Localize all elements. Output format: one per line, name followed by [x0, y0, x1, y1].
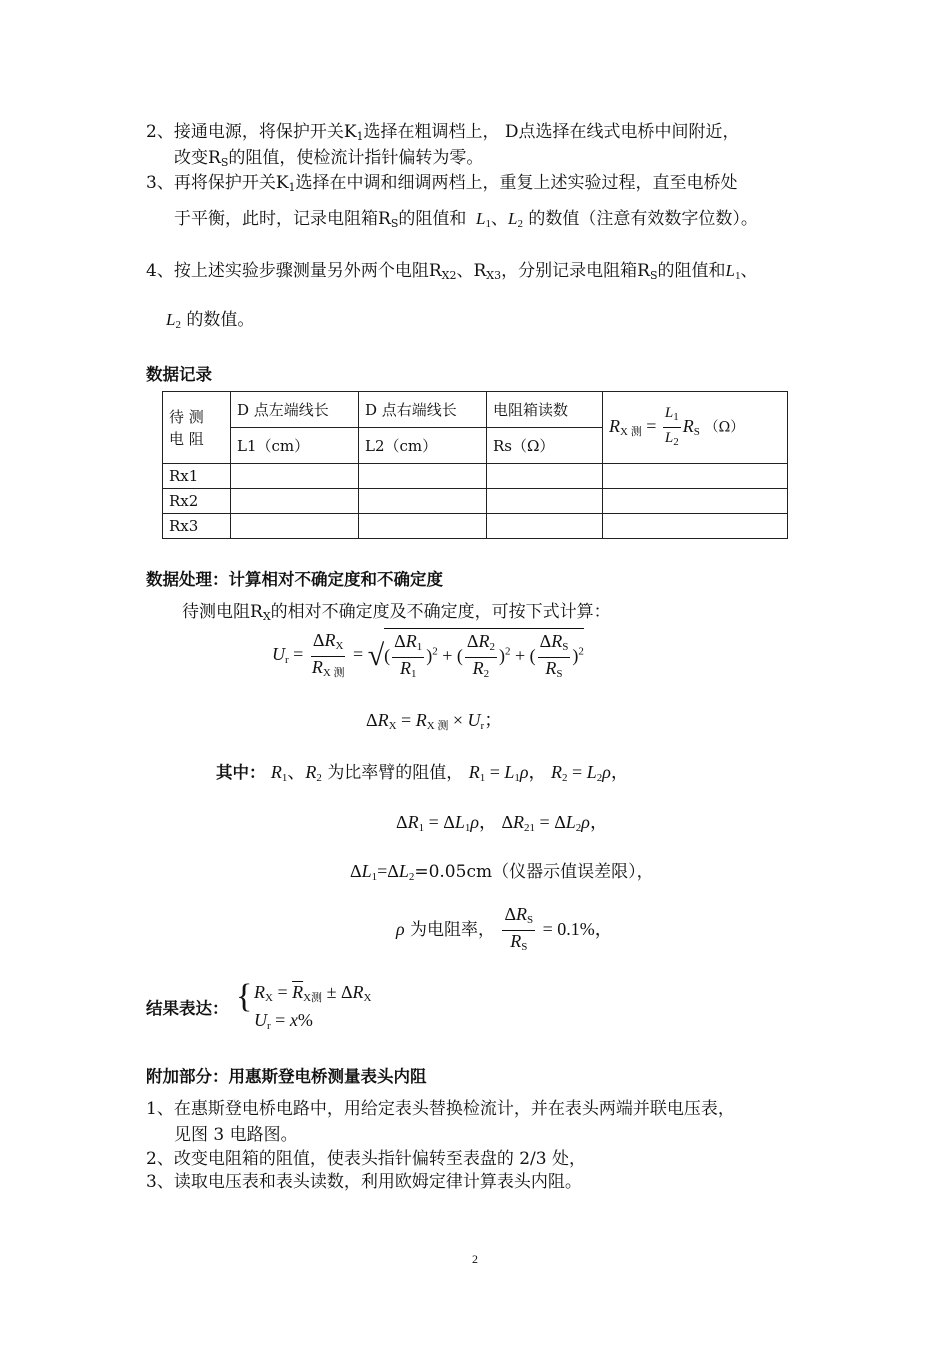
row-label: Rx1: [163, 464, 231, 489]
table-row: [163, 489, 788, 514]
row-label: Rx3: [163, 514, 231, 539]
step-2-line-1: 2、接通电源，将保护开关$K_1$选择在粗调档上， D点选择在线式电桥中间附近，: [146, 122, 740, 143]
step-4-line-1: 4、按上述实验步骤测量另外两个电阻$R_{X2}$、$R_{X3}$，分别记录电阻箱$R_S$的阻值和$L_1$、: [146, 261, 758, 282]
header-right-length: D 点右端线长: [359, 392, 487, 428]
header-resistor: 待 测 电 阻: [163, 392, 231, 464]
delta-r-formula: $\Delta R_1 = \Delta L_1\rho$， $\Delta R_{21} = \Delta L_2\rho$，: [396, 812, 608, 834]
page-number: 2: [472, 1252, 478, 1266]
header-rs-unit: Rs（Ω）: [487, 428, 603, 464]
delta-l-line: $\Delta L_1=\Delta L_2=0.05cm$（仪器示值误差限），: [350, 861, 654, 883]
step-4-line-2: $L_2$ 的数值。: [166, 310, 255, 331]
processing-heading: 数据处理：计算相对不确定度和不确定度: [146, 570, 443, 589]
where-line: 其中： $R_1$、$R_2$ 为比率臂的阻值， $R_1 = L_1\rho$， $R_2 = L_2\rho$，: [216, 762, 629, 784]
processing-intro: 待测电阻$R_X$的相对不确定度及不确定度，可按下式计算：: [182, 602, 611, 623]
brace-icon: {: [236, 978, 253, 1015]
rho-line: ρ 为电阻率， $\frac{\Delta R_S}{R_S}$ = 0.1%，: [396, 904, 613, 953]
header-formula: $R_{X 测}$ = $\frac{L_1}{L_2}$ $R_S$ （Ω）: [603, 392, 788, 464]
step-3-line-2: 于平衡，此时，记录电阻箱$R_S$的阻值和 $L_1$、$L_2$ 的数值（注意有效数字位数）。: [174, 209, 758, 230]
delta-rx-formula: $\Delta R_X = R_{X 测} \times U_r$；: [366, 710, 503, 732]
table-row: [163, 514, 788, 539]
data-record-table: [162, 391, 788, 539]
extra-step-1-line-1: 1、在惠斯登电桥电路中，用给定表头替换检流计，并在表头两端并联电压表，: [146, 1099, 735, 1119]
header-box-reading: 电阻箱读数: [487, 392, 603, 428]
extra-heading: 附加部分：用惠斯登电桥测量表头内阻: [146, 1067, 427, 1086]
header-l2-unit: L2（cm）: [359, 428, 487, 464]
data-record-heading: 数据记录: [146, 365, 212, 384]
extra-step-2: 2、改变电阻箱的阻值，使表头指针偏转至表盘的 2/3 处，: [146, 1149, 586, 1169]
row-label: Rx2: [163, 489, 231, 514]
step-2-line-2: 改变$R_S$的阻值，使检流计指针偏转为零。: [174, 148, 484, 169]
header-l1-unit: L1（cm）: [231, 428, 359, 464]
result-heading: 结果表达：: [146, 999, 229, 1018]
extra-step-1-line-2: 见图 3 电路图。: [174, 1125, 298, 1145]
result-ur-formula: $U_r = x\%$: [254, 1010, 313, 1032]
extra-step-3: 3、读取电压表和表头读数，利用欧姆定律计算表头内阻。: [146, 1172, 582, 1192]
table-row: [163, 464, 788, 489]
header-left-length: D 点左端线长: [231, 392, 359, 428]
ur-formula: $U_r$ = $\frac{\Delta R_X}{R_{X 测}}$ = √( $\frac{\Delta R_1}{R_1}$ )$^2$ + ( $\frac{\Delta R_2}{R_2}$ )$^2$ + ( $\frac{\Delta R_S}{R_S}$ )$^2$: [272, 628, 584, 684]
step-3-line-1: 3、再将保护开关$K_1$选择在中调和细调两档上，重复上述实验过程，直至电桥处: [146, 173, 738, 194]
result-rx-formula: $R_X = \overline{R}_{X测} \pm \Delta R_X$: [254, 982, 372, 1004]
